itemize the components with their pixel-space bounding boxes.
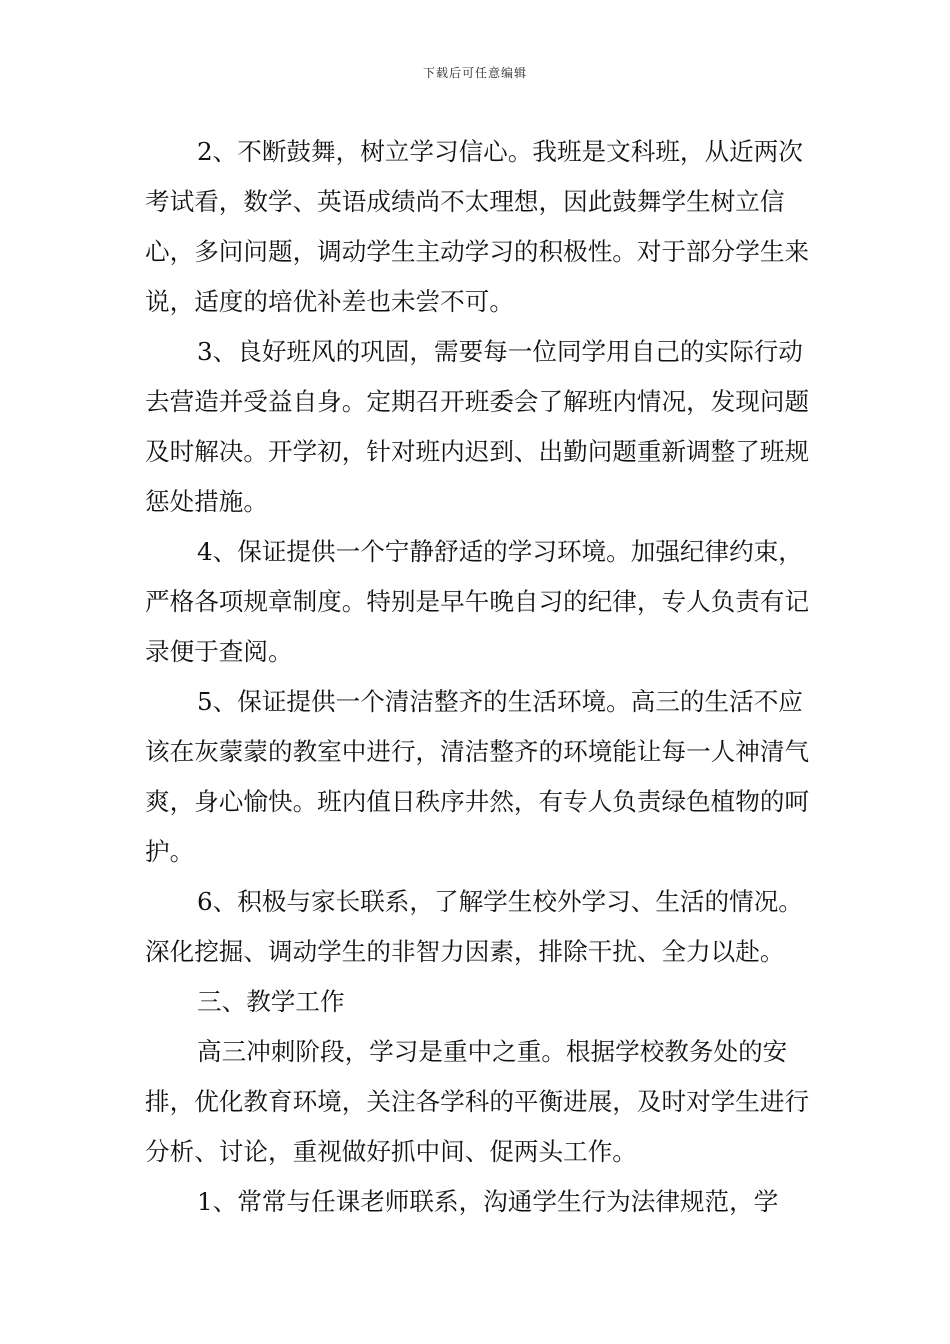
paragraph-item-2: 2、不断鼓舞，树立学习信心。我班是文科班，从近两次考试看，数学、英语成绩尚不太理想，因此鼓舞学生树立信心，多问问题，调动学生主动学习的积极性。对于部分学生来说，适度的培优补差也未尝不可。 — [145, 137, 810, 316]
page-header: 下载后可任意编辑 — [422, 66, 527, 80]
paragraph-item-1: 1、常常与任课老师联系，沟通学生行为法律规范，学 — [197, 1187, 779, 1216]
document-body — [145, 127, 810, 1227]
paragraph-item-3: 3、良好班风的巩固，需要每一位同学用自己的实际行动去营造并受益自身。定期召开班委会了解班内情况，发现问题及时解决。开学初，针对班内迟到、出勤问题重新调整了班规惩处措施。 — [145, 337, 810, 516]
paragraph-item-6: 6、积极与家长联系，了解学生校外学习、生活的情况。深化挖掘、调动学生的非智力因素，排除干扰、全力以赴。 — [145, 887, 803, 966]
paragraph-item-5: 5、保证提供一个清洁整齐的生活环境。高三的生活不应该在灰蒙蒙的教室中进行，清洁整齐的环境能让每一人神清气爽，身心愉快。班内值日秩序井然，有专人负责绿色植物的呵护。 — [145, 687, 810, 866]
section-heading: 三、教学工作 — [197, 987, 345, 1016]
paragraph-item-4: 4、保证提供一个宁静舒适的学习环境。加强纪律约束，严格各项规章制度。特别是早午晚自习的纪律，专人负责有记录便于查阅。 — [145, 537, 810, 666]
section-intro-paragraph: 高三冲刺阶段，学习是重中之重。根据学校教务处的安排，优化教育环境，关注各学科的平衡进展，及时对学生进行分析、讨论，重视做好抓中间、促两头工作。 — [145, 1037, 810, 1166]
